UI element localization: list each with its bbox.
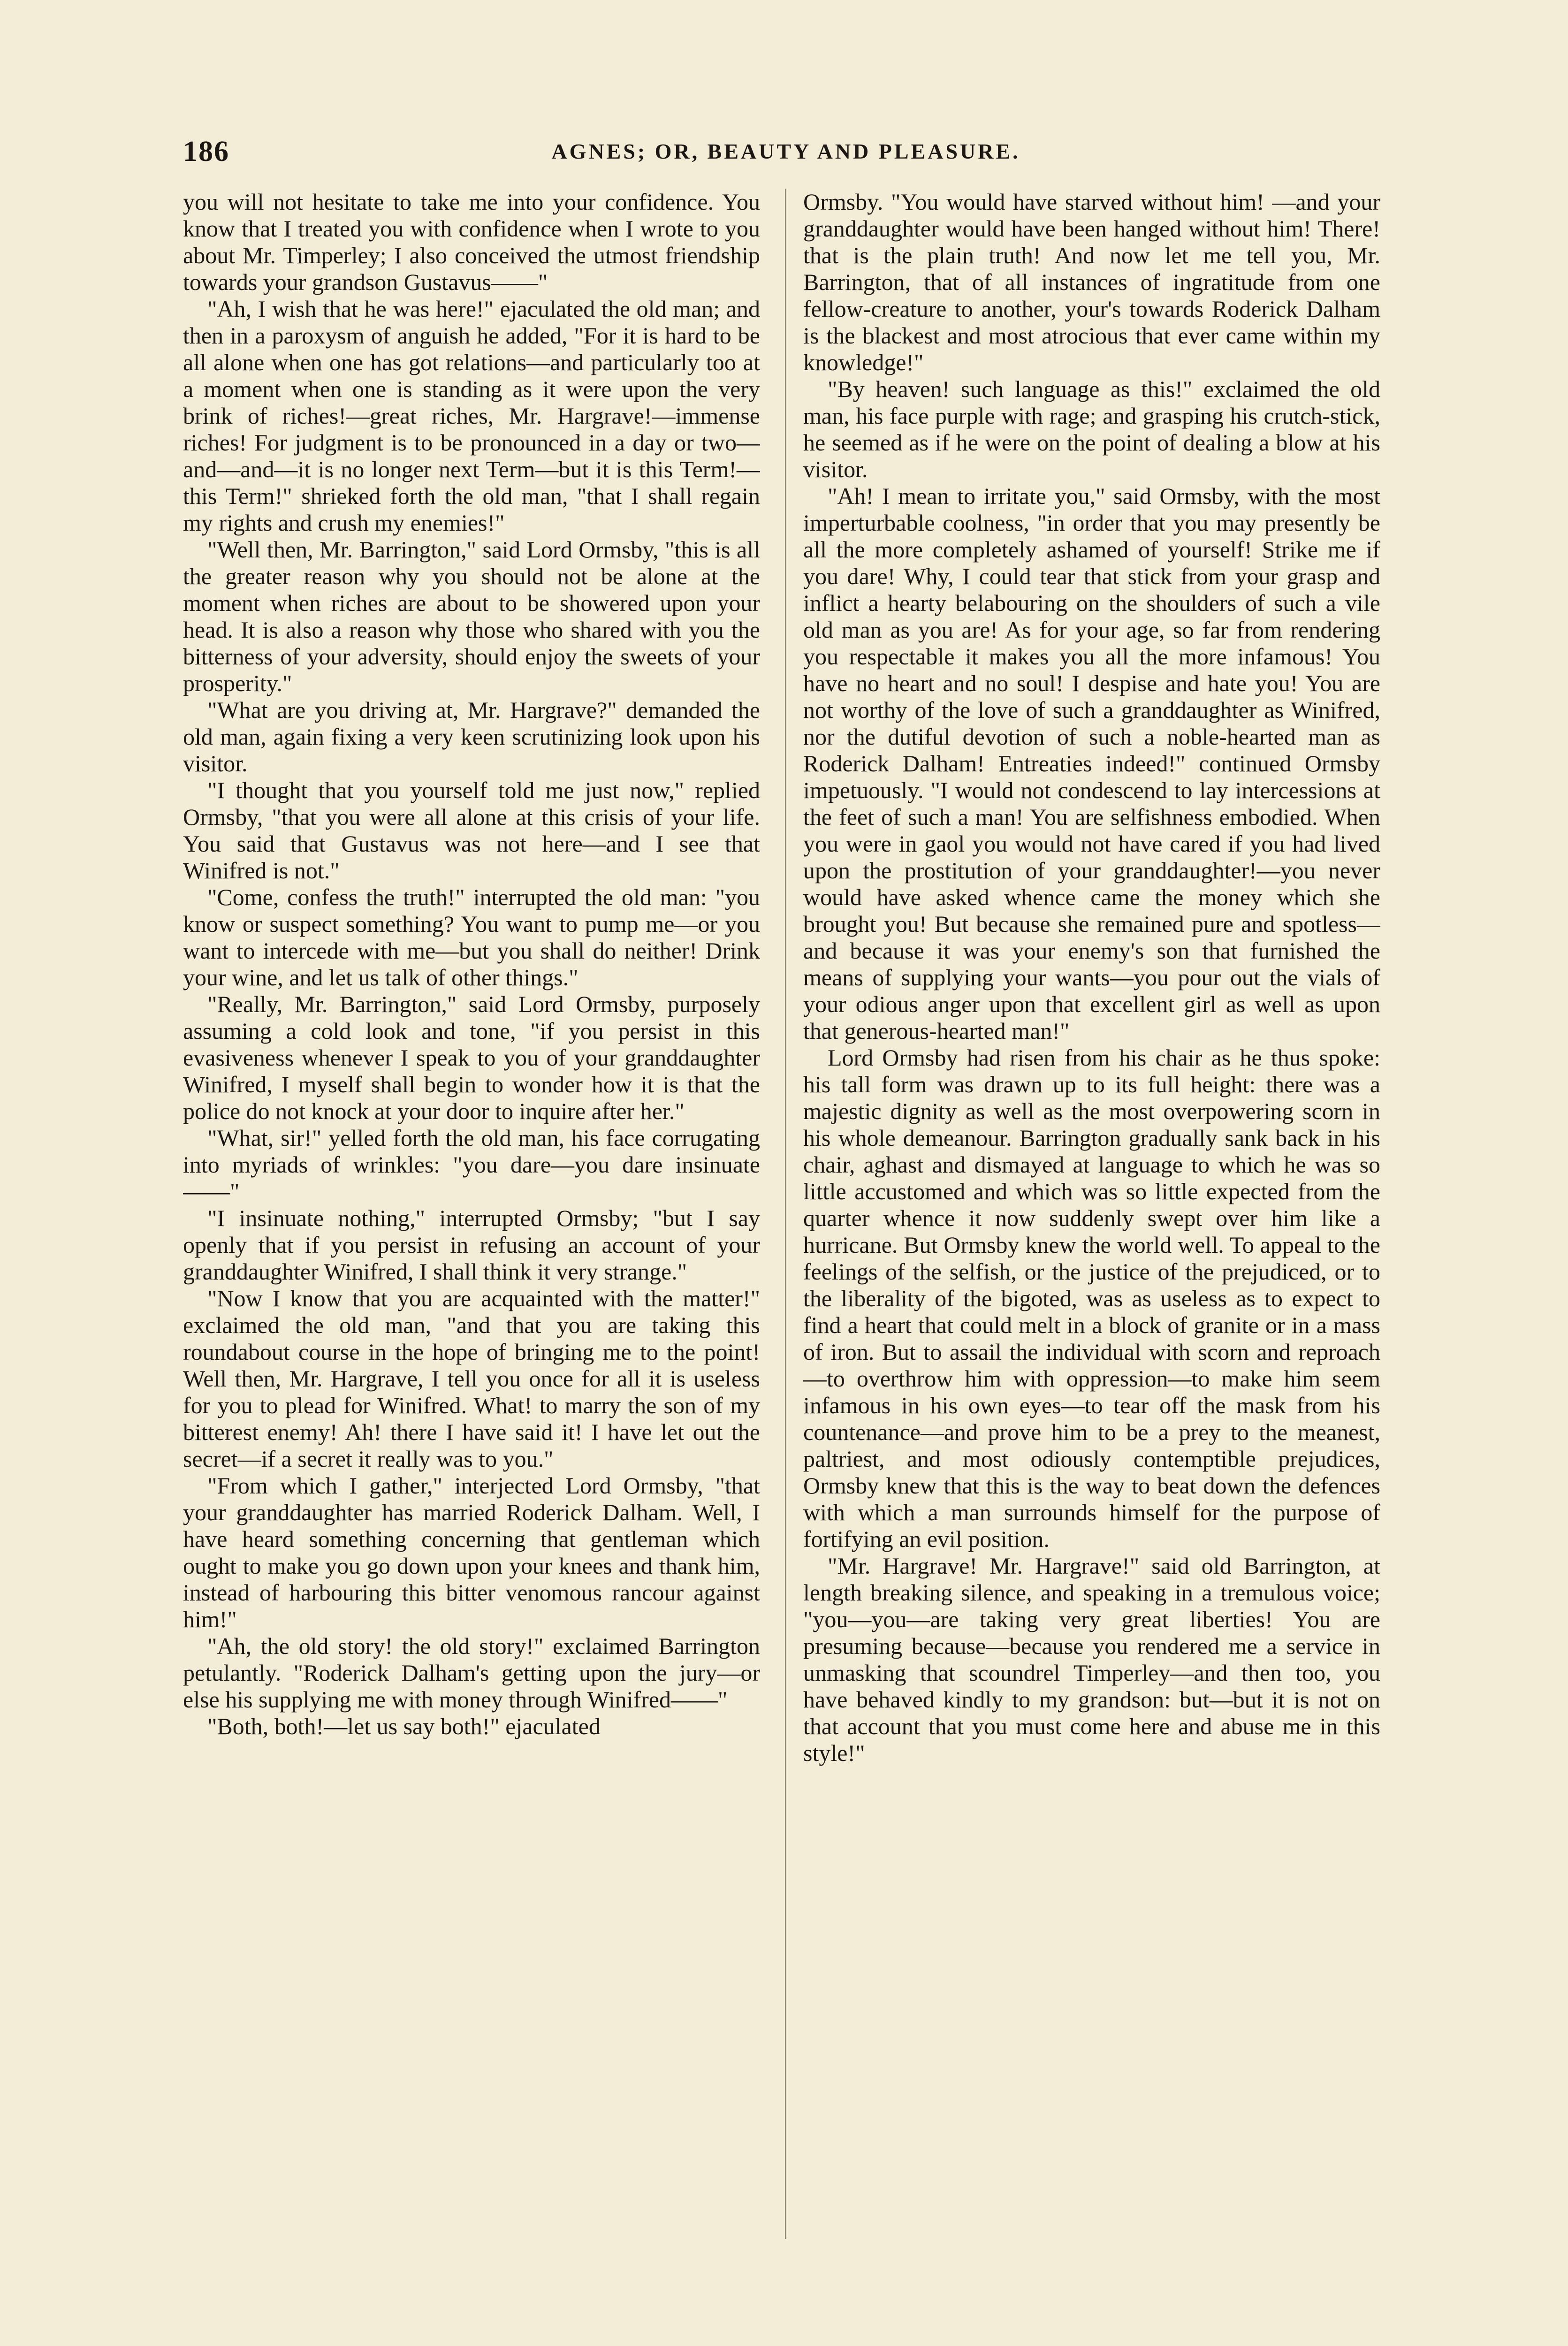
paragraph: "What, sir!" yelled forth the old man, his face corrugating into myriads of wrinkles: "you dare—you dare insinuate——" xyxy=(183,1125,760,1204)
paragraph: "From which I gather," interjected Lord Ormsby, "that your granddaughter has married Roderick Dalham. Well, I have heard something concerning that gentleman which ought to make you go down upon your knees and thank him, instead of harbouring this bitter venomous rancour against him!" xyxy=(183,1472,760,1632)
page-header xyxy=(183,135,1389,173)
paragraph: "Well then, Mr. Barrington," said Lord Ormsby, "this is all the greater reason why you should not be alone at the moment when riches are about to be showered upon your head. It is also a reason why those who shared with you the bitterness of your adversity, should enjoy the sweets of your prosperity." xyxy=(183,536,760,696)
paragraph: "I thought that you yourself told me just now," replied Ormsby, "that you were all alone at this crisis of your life. You said that Gustavus was not here—and I see that Winifred is not." xyxy=(183,777,760,884)
page-number: 186 xyxy=(183,136,229,168)
column-rule xyxy=(785,189,786,2239)
right-column xyxy=(803,189,1380,2244)
paragraph: "I insinuate nothing," interrupted Ormsby; "but I say openly that if you persist in refusing an account of your granddaughter Winifred, I shall think it very strange." xyxy=(183,1205,760,1285)
paragraph: "What are you driving at, Mr. Hargrave?" demanded the old man, again fixing a very keen scrutinizing look upon his visitor. xyxy=(183,697,760,777)
paragraph: "By heaven! such language as this!" exclaimed the old man, his face purple with rage; and grasping his crutch-stick, he seemed as if he were on the point of dealing a blow at his visitor. xyxy=(803,376,1380,482)
paragraph: "Both, both!—let us say both!" ejaculated xyxy=(207,1713,601,1739)
paragraph: "Come, confess the truth!" interrupted the old man: "you know or suspect something? You want to pump me—or you want to intercede with me—but you shall do neither! Drink your wine, and let us talk of other things." xyxy=(183,884,760,990)
paragraph: you will not hesitate to take me into your confidence. You know that I treated you with confidence when I wrote to you about Mr. Timperley; I also conceived the utmost friendship towards your grandson Gustavus——" xyxy=(183,189,760,295)
paragraph: "Now I know that you are acquainted with the matter!" exclaimed the old man, "and that you are taking this roundabout course in the hope of bringing me to the point! Well then, Mr. Hargrave, I tell you once for all it is useless for you to plead for Winifred. What! to marry the son of my bitterest enemy! Ah! there I have said it! I have let out the secret—if a secret it really was to you." xyxy=(183,1285,760,1472)
paragraph: "Mr. Hargrave! Mr. Hargrave!" said old Barrington, at length breaking silence, and speaking in a tremulous voice; "you—you—are taking very great liberties! You are presuming because—because you rendered me a service in unmasking that scoundrel Timperley—and then too, you have behaved kindly to my grandson: but—but it is not on that account that you must come here and abuse me in this style!" xyxy=(803,1553,1380,1766)
paragraph: "Ah, I wish that he was here!" ejaculated the old man; and then in a paroxysm of anguish he added, "For it is hard to be all alone when one has got relations—and particularly too at a moment when one is standing as it were upon the very brink of riches!—great riches, Mr. Hargrave!—immense riches! For judgment is to be pronounced in a day or two—and—and—it is no longer next Term—but it is this Term!—this Term!" shrieked forth the old man, "that I shall regain my rights and crush my enemies!" xyxy=(183,296,760,536)
paragraph: Ormsby. "You would have starved without him! —and your granddaughter would have been hanged without him! There! that is the plain truth! And now let me tell you, Mr. Barrington, that of all instances of ingratitude from one fellow-creature to another, your's towards Roderick Dalham is the blackest and most atrocious that ever came within my knowledge!" xyxy=(803,189,1380,375)
paragraph: "Ah, the old story! the old story!" exclaimed Barrington petulantly. "Roderick Dalham's getting upon the jury—or else his supplying me with money through Winifred——" xyxy=(183,1633,760,1713)
paragraph: "Really, Mr. Barrington," said Lord Ormsby, purposely assuming a cold look and tone, "if you persist in this evasiveness whenever I speak to you of your granddaughter Winifred, I myself shall begin to wonder how it is that the police do not knock at your door to inquire after her." xyxy=(183,991,760,1124)
paragraph: "Ah! I mean to irritate you," said Ormsby, with the most imperturbable coolness, "in order that you may presently be all the more completely ashamed of yourself! Strike me if you dare! Why, I could tear that stick from your grasp and inflict a hearty belabouring on the shoulders of such a vile old man as you are! As for your age, so far from rendering you respectable it makes you all the more infamous! You have no heart and no soul! I despise and hate you! You are not worthy of the love of such a granddaughter as Winifred, nor the dutiful devotion of such a noble-hearted man as Roderick Dalham! Entreaties indeed!" continued Ormsby impetuously. "I would not condescend to lay intercessions at the feet of such a man! You are selfishness embodied. When you were in gaol you would not have cared if you had lived upon the prostitution of your granddaughter!—you never would have asked whence came the money which she brought you! But because she remained pure and spotless—and because it was your enemy's son that furnished the means of supplying your wants—you pour out the vials of your odious anger upon that excellent girl as well as upon that generous-hearted man!" xyxy=(803,483,1380,1044)
left-column xyxy=(183,189,760,2244)
running-title: AGNES; OR, BEAUTY AND PLEASURE. xyxy=(551,139,1020,163)
paragraph: Lord Ormsby had risen from his chair as he thus spoke: his tall form was drawn up to its full height: there was a majestic dignity as well as the most overpowering scorn in his whole demeanour. Barrington gradually sank back in his chair, aghast and dismayed at language to which he was so little accustomed and which was so little expected from the quarter whence it now suddenly swept over him like a hurricane. But Ormsby knew the world well. To appeal to the feelings of the selfish, or the justice of the prejudiced, or to the liberality of the bigoted, was as useless as to expect to find a heart that could melt in a block of granite or in a mass of iron. But to assail the individual with scorn and reproach—to overthrow him with oppression—to make him seem infamous in his own eyes—to tear off the mask from his countenance—and prove him to be a prey to the meanest, paltriest, and most odiously contemptible prejudices, Ormsby knew that this is the way to beat down the defences with which a man surrounds himself for the purpose of fortifying an evil position. xyxy=(803,1044,1380,1552)
